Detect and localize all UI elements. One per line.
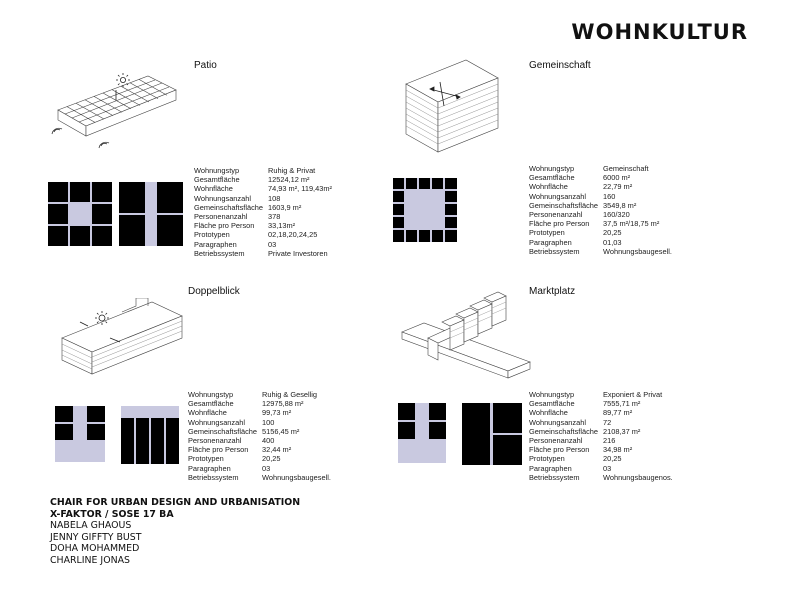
value: 72 <box>603 417 612 427</box>
label: Gesamtfläche <box>188 399 234 409</box>
value: 7555,71 m² <box>603 399 641 409</box>
label: Wohnungstyp <box>188 390 234 399</box>
value: 03 <box>603 463 612 473</box>
label: Personenanzahl <box>529 436 583 446</box>
value: Gemeinschaft <box>603 164 649 173</box>
label: Personenanzahl <box>194 212 248 222</box>
value: 37,5 m²/18,75 m² <box>603 219 660 229</box>
value: 34,98 m² <box>603 445 633 455</box>
value: Wohnungsbaugesell. <box>603 246 672 256</box>
value: 1603,9 m² <box>268 202 302 212</box>
section-title-marktplatz: Marktplatz <box>529 286 576 297</box>
value: 33,13m² <box>268 221 296 231</box>
label: Prototypen <box>529 454 565 464</box>
value: 99,73 m² <box>262 408 292 418</box>
value: Exponiert & Privat <box>603 390 663 399</box>
gemeinschaft-isometric-drawing <box>404 54 506 154</box>
value: 22,79 m² <box>603 182 633 192</box>
label: Wohnungstyp <box>194 166 240 175</box>
value: Private Investoren <box>268 248 328 258</box>
credits-author: NABELA GHAOUS <box>50 520 132 532</box>
label: Gemeinschaftsfläche <box>529 200 599 210</box>
label: Paragraphen <box>529 237 572 247</box>
label: Betriebssystem <box>194 248 245 258</box>
value: 3549,8 m² <box>603 200 637 210</box>
doppelblick-plan-strips <box>121 406 179 464</box>
value: 02,18,20,24,25 <box>268 230 318 240</box>
value: Ruhig & Privat <box>268 166 316 175</box>
label: Prototypen <box>529 228 565 238</box>
section-title-doppelblick: Doppelblick <box>188 286 240 297</box>
credits-author: DOHA MOHAMMED <box>50 543 140 555</box>
credits-author: JENNY GIFFTY BUST <box>50 531 142 543</box>
value: 100 <box>262 417 275 427</box>
gemeinschaft-plan <box>393 178 457 242</box>
marktplatz-plan-split <box>462 403 522 465</box>
label: Betriebssystem <box>188 472 239 482</box>
value: 108 <box>268 193 281 203</box>
doppelblick-plan-open <box>55 406 105 462</box>
value: 378 <box>268 212 281 222</box>
label: Wohnungsanzahl <box>194 193 251 203</box>
value: 2108,37 m² <box>603 426 641 436</box>
credits-chair: CHAIR FOR URBAN DESIGN AND URBANISATION <box>50 497 301 508</box>
value: 20,25 <box>603 454 622 464</box>
label: Wohnfläche <box>529 182 568 192</box>
value: 03 <box>268 239 277 249</box>
value: 32,44 m² <box>262 445 292 455</box>
label: Fläche pro Person <box>529 219 590 229</box>
value: 160 <box>603 191 616 201</box>
label: Gemeinschaftsfläche <box>194 202 264 212</box>
patio-isometric-drawing <box>48 70 180 152</box>
label: Prototypen <box>188 454 224 464</box>
value: 6000 m² <box>603 173 631 183</box>
label: Wohnfläche <box>529 408 568 418</box>
value: 400 <box>262 436 275 446</box>
doppelblick-isometric-drawing <box>60 298 186 376</box>
label: Wohnfläche <box>194 184 233 194</box>
data-table-gemeinschaft <box>529 164 672 256</box>
label: Wohnfläche <box>188 408 227 418</box>
patio-plan-courtyard <box>48 182 112 246</box>
label: Personenanzahl <box>529 210 583 220</box>
label: Gesamtfläche <box>529 173 575 183</box>
value: 20,25 <box>262 454 281 464</box>
value: 01,03 <box>603 237 622 247</box>
value: 12524,12 m² <box>268 175 310 185</box>
value: 12975,88 m² <box>262 399 304 409</box>
label: Wohnungstyp <box>529 164 575 173</box>
value: Wohnungsbaugenos. <box>603 472 673 482</box>
label: Fläche pro Person <box>188 445 249 455</box>
value: 89,77 m² <box>603 408 633 418</box>
label: Wohnungsanzahl <box>529 191 586 201</box>
label: Gesamtfläche <box>194 175 240 185</box>
label: Wohnungstyp <box>529 390 575 399</box>
label: Fläche pro Person <box>194 221 255 231</box>
label: Wohnungsanzahl <box>529 417 586 427</box>
section-title-patio: Patio <box>194 60 217 71</box>
data-table-doppelblick <box>188 390 331 482</box>
patio-plan-split <box>119 182 183 246</box>
label: Paragraphen <box>188 463 231 473</box>
label: Gesamtfläche <box>529 399 575 409</box>
label: Betriebssystem <box>529 472 580 482</box>
value: Wohnungsbaugesell. <box>262 472 331 482</box>
value: 216 <box>603 436 616 446</box>
label: Prototypen <box>194 230 230 240</box>
label: Betriebssystem <box>529 246 580 256</box>
value: 160/320 <box>603 210 630 220</box>
label: Personenanzahl <box>188 436 242 446</box>
section-title-gemeinschaft: Gemeinschaft <box>529 60 591 71</box>
label: Fläche pro Person <box>529 445 590 455</box>
label: Gemeinschaftsfläche <box>188 426 258 436</box>
label: Gemeinschaftsfläche <box>529 426 599 436</box>
credits-course: X-FAKTOR / SOSE 17 BA <box>50 508 174 520</box>
credits-author: CHARLINE JONAS <box>50 554 130 566</box>
credits-block <box>50 497 300 567</box>
label: Paragraphen <box>194 239 237 249</box>
marktplatz-isometric-drawing <box>398 290 536 382</box>
value: 20,25 <box>603 228 622 238</box>
page-title: WOHNKULTUR <box>571 20 748 44</box>
value: 74,93 m², 119,43m² <box>268 184 332 194</box>
value: Ruhig & Gesellig <box>262 390 318 399</box>
value: 03 <box>262 463 271 473</box>
label: Paragraphen <box>529 463 572 473</box>
data-table-marktplatz <box>529 390 673 482</box>
data-table-patio <box>194 166 332 258</box>
marktplatz-plan-open <box>398 403 446 463</box>
label: Wohnungsanzahl <box>188 417 245 427</box>
value: 5156,45 m² <box>262 426 300 436</box>
